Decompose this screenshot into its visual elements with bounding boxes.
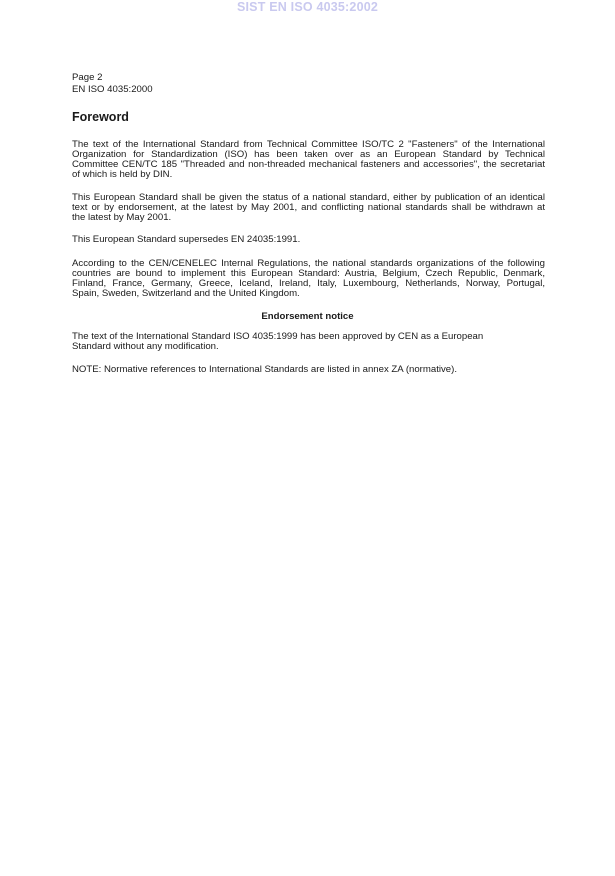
- document-id: EN ISO 4035:2000: [72, 84, 153, 95]
- text-line: Standard without any modification.: [72, 341, 219, 352]
- page-header: [72, 73, 545, 95]
- text-line: Finland, France, Germany, Greece, Iceland, Ireland, Italy, Luxembourg, Netherlands, Norway, Portugal,: [72, 278, 545, 289]
- text-line: The text of the International Standard from Technical Committee ISO/TC 2 "Fasteners" of the International: [72, 139, 545, 150]
- watermark: SIST EN ISO 4035:2002: [236, 0, 379, 14]
- paragraph-supersedes: [72, 235, 545, 245]
- note-text: NOTE: Normative references to International Standards are listed in annex ZA (normative).: [72, 364, 457, 375]
- note: [72, 365, 545, 375]
- paragraph-status: [72, 193, 545, 223]
- section-title: Foreword: [72, 110, 129, 124]
- text-line: This European Standard supersedes EN 24035:1991.: [72, 234, 301, 245]
- text-line: Spain, Sweden, Switzerland and the United Kingdom.: [72, 288, 300, 299]
- text-line: Committee CEN/TC 185 "Threaded and non-threaded mechanical fasteners and accessories", the secretariat: [72, 159, 545, 170]
- text-line: Organization for Standardization (ISO) has been taken over as an European Standard by Technical: [72, 149, 545, 160]
- text-line: countries are bound to implement this European Standard: Austria, Belgium, Czech Republic, Denmark,: [72, 268, 545, 279]
- text-line: According to the CEN/CENELEC Internal Regulations, the national standards organizations of the following: [72, 258, 545, 269]
- paragraph-adoption: [72, 140, 545, 180]
- endorsement-text: [72, 332, 512, 352]
- text-line: text or by endorsement, at the latest by May 2001, and conflicting national standards shall be withdrawn at: [72, 202, 545, 213]
- text-line: the latest by May 2001.: [72, 212, 172, 223]
- text-line: The text of the International Standard ISO 4035:1999 has been approved by CEN as a European: [72, 331, 484, 342]
- paragraph-countries: [72, 259, 545, 299]
- endorsement-heading: Endorsement notice: [261, 311, 354, 322]
- text-line: of which is held by DIN.: [72, 169, 173, 180]
- page-number: Page 2: [72, 72, 103, 83]
- text-line: This European Standard shall be given the status of a national standard, either by publication of an identical: [72, 192, 545, 203]
